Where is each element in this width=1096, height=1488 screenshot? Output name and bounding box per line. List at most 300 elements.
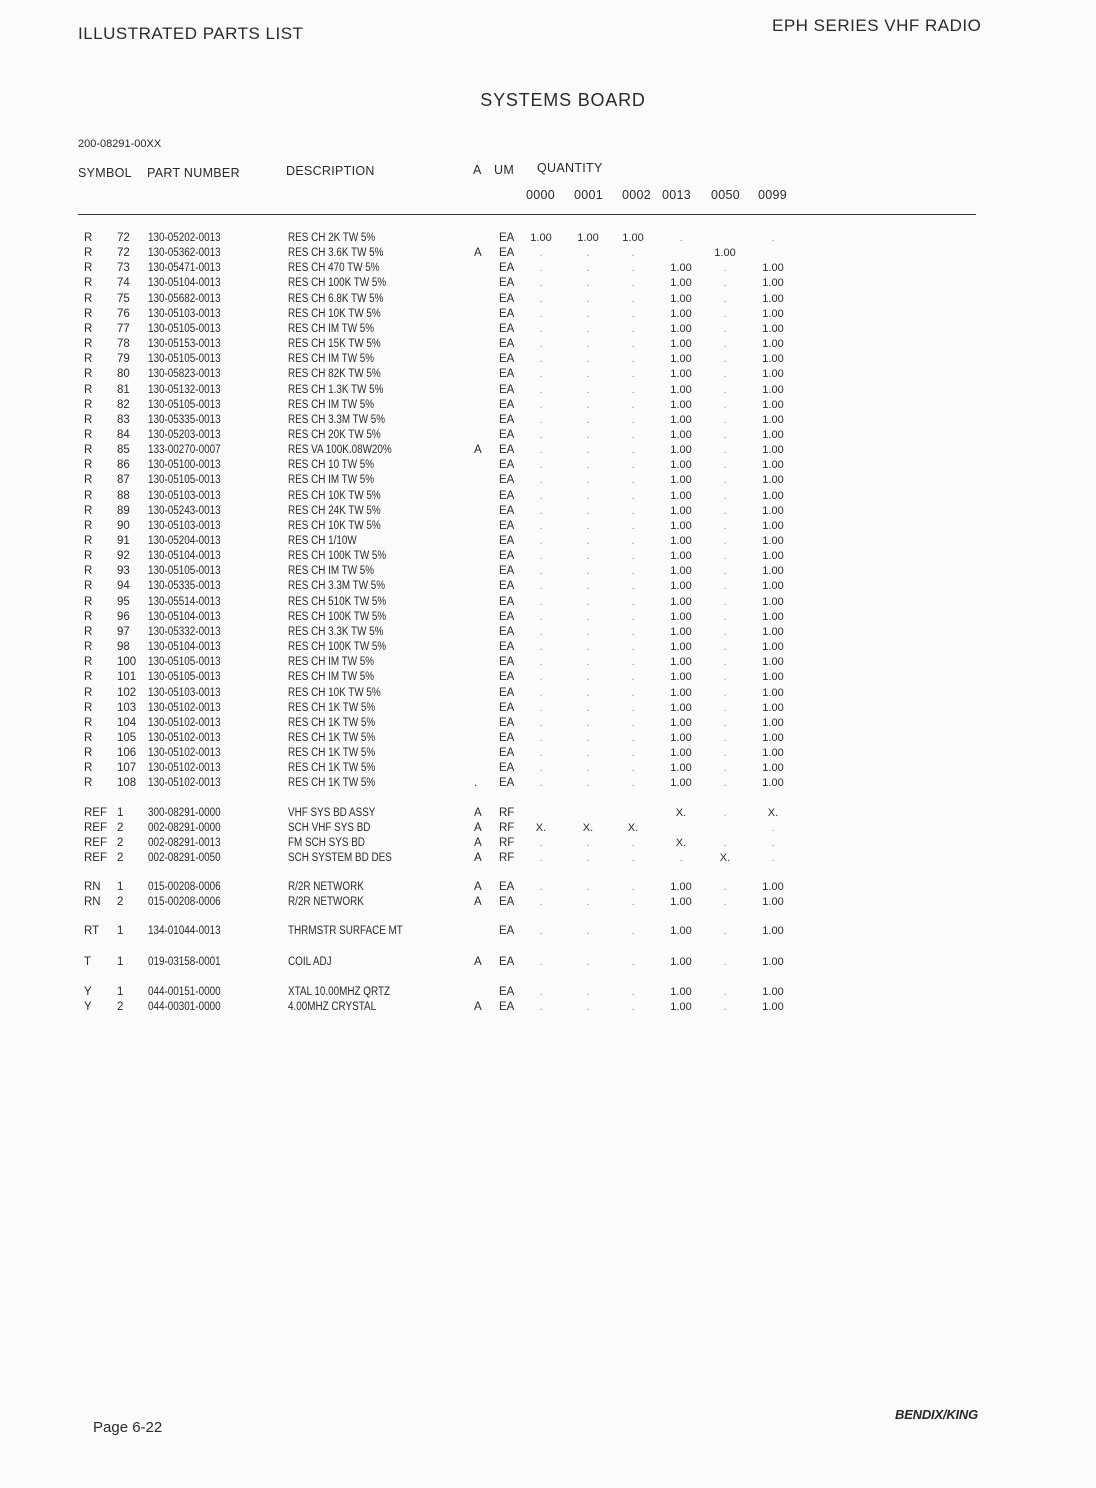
row-unit-of-measure: EA (499, 732, 515, 744)
row-qty-0000: . (539, 353, 543, 365)
row-part-number: 130-05105-0013 (148, 474, 221, 486)
row-part-number: 019-03158-0001 (148, 956, 221, 968)
row-qty-0050: . (723, 656, 727, 668)
row-symbol: R (84, 384, 93, 396)
row-qty-0013: 1.00 (670, 459, 692, 471)
row-qty-0000: X. (535, 822, 547, 834)
row-part-number: 130-05102-0013 (148, 702, 221, 714)
row-symbol: R (84, 596, 93, 608)
row-part-number: 134-01044-0013 (148, 925, 221, 937)
row-qty-0000: . (539, 429, 543, 441)
row-part-number: 130-05682-0013 (148, 293, 221, 305)
row-unit-of-measure: EA (499, 896, 515, 908)
row-symbol-number: 2 (117, 1001, 124, 1013)
row-part-number: 130-05332-0013 (148, 626, 221, 638)
row-qty-0013: 1.00 (670, 535, 692, 547)
row-symbol: R (84, 762, 93, 774)
row-qty-0013: . (679, 232, 683, 244)
row-qty-0050: . (723, 762, 727, 774)
row-part-number: 130-05102-0013 (148, 717, 221, 729)
row-qty-0000: . (539, 1001, 543, 1013)
row-qty-0099: 1.00 (762, 717, 784, 729)
row-unit-of-measure: EA (499, 956, 515, 968)
row-qty-0001: . (586, 414, 590, 426)
row-part-number: 130-05132-0013 (148, 384, 221, 396)
row-symbol-number: 1 (117, 807, 124, 819)
row-symbol-number: 2 (117, 896, 124, 908)
row-part-number: 130-05103-0013 (148, 308, 221, 320)
row-qty-0099: 1.00 (762, 308, 784, 320)
row-description: 4.00MHZ CRYSTAL (288, 1001, 377, 1013)
row-unit-of-measure: EA (499, 444, 515, 456)
row-qty-0002: . (631, 353, 635, 365)
row-qty-0001: . (586, 596, 590, 608)
row-qty-0000: . (539, 762, 543, 774)
row-qty-0050: . (723, 626, 727, 638)
row-qty-0002: . (631, 338, 635, 350)
row-unit-of-measure: RF (499, 822, 515, 834)
row-symbol: R (84, 747, 93, 759)
row-qty-0002: . (631, 837, 635, 849)
row-qty-0050: . (723, 896, 727, 908)
row-part-number: 300-08291-0000 (148, 807, 221, 819)
row-qty-0013: 1.00 (670, 626, 692, 638)
row-part-number: 130-05153-0013 (148, 338, 221, 350)
row-part-number: 130-05335-0013 (148, 580, 221, 592)
row-unit-of-measure: EA (499, 399, 515, 411)
row-unit-of-measure: EA (499, 747, 515, 759)
row-symbol: R (84, 702, 93, 714)
row-symbol-number: 101 (117, 671, 137, 683)
row-qty-0050: . (723, 444, 727, 456)
row-qty-0013: 1.00 (670, 687, 692, 699)
row-qty-0050: . (723, 368, 727, 380)
row-qty-0001: . (586, 717, 590, 729)
row-qty-0001: . (586, 925, 590, 937)
row-qty-0099: 1.00 (762, 762, 784, 774)
row-qty-0000: . (539, 323, 543, 335)
row-unit-of-measure: EA (499, 565, 515, 577)
row-qty-0050: . (723, 262, 727, 274)
page-number: Page 6-22 (93, 1419, 163, 1436)
row-qty-0050: . (723, 565, 727, 577)
row-qty-0000: . (539, 262, 543, 274)
row-qty-0002: . (631, 641, 635, 653)
row-description: RES CH 10 TW 5% (288, 459, 375, 471)
row-qty-0099: 1.00 (762, 399, 784, 411)
row-qty-0001: . (586, 687, 590, 699)
row-qty-0000: . (539, 580, 543, 592)
row-symbol: R (84, 505, 93, 517)
row-unit-of-measure: EA (499, 429, 515, 441)
row-description: RES CH 6.8K TW 5% (288, 293, 384, 305)
row-symbol-number: 73 (117, 262, 130, 274)
row-symbol-number: 1 (117, 881, 124, 893)
row-symbol-number: 76 (117, 308, 130, 320)
row-qty-0001: . (586, 474, 590, 486)
row-qty-0001: . (586, 626, 590, 638)
row-symbol-number: 74 (117, 277, 130, 289)
row-qty-0050: . (723, 732, 727, 744)
row-qty-0000: . (539, 399, 543, 411)
row-qty-0000: . (539, 656, 543, 668)
row-symbol-number: 82 (117, 399, 130, 411)
row-qty-0099: 1.00 (762, 656, 784, 668)
row-description: VHF SYS BD ASSY (288, 807, 376, 819)
row-symbol: R (84, 611, 93, 623)
row-qty-0050: . (723, 308, 727, 320)
row-qty-0013: 1.00 (670, 262, 692, 274)
row-description: RES CH 2K TW 5% (288, 232, 376, 244)
row-qty-0013: 1.00 (670, 656, 692, 668)
row-qty-0099: 1.00 (762, 459, 784, 471)
row-qty-0099: 1.00 (762, 429, 784, 441)
row-qty-0001: . (586, 1001, 590, 1013)
row-symbol: R (84, 626, 93, 638)
row-symbol-number: 98 (117, 641, 130, 653)
row-part-number: 130-05104-0013 (148, 550, 221, 562)
row-qty-0099: 1.00 (762, 641, 784, 653)
row-qty-0000: . (539, 490, 543, 502)
row-qty-0099: . (771, 852, 775, 864)
row-symbol-number: 77 (117, 323, 130, 335)
row-description: RES CH 10K TW 5% (288, 490, 381, 502)
row-qty-0013: 1.00 (670, 881, 692, 893)
row-qty-0001: . (586, 323, 590, 335)
row-symbol: RN (84, 881, 101, 893)
column-header-variant-0099: 0099 (758, 188, 788, 202)
row-unit-of-measure: EA (499, 247, 515, 259)
row-qty-0001: . (586, 262, 590, 274)
row-qty-0002: . (631, 505, 635, 517)
row-qty-0000: . (539, 277, 543, 289)
row-symbol-number: 91 (117, 535, 130, 547)
row-qty-0002: . (631, 368, 635, 380)
row-unit-of-measure: EA (499, 232, 515, 244)
row-symbol-number: 103 (117, 702, 137, 714)
row-qty-0050: . (723, 414, 727, 426)
row-qty-0000: . (539, 550, 543, 562)
row-qty-0001: . (586, 308, 590, 320)
row-unit-of-measure: EA (499, 626, 515, 638)
row-qty-0001: . (586, 459, 590, 471)
row-description: RES CH IM TW 5% (288, 353, 375, 365)
row-part-number: 130-05204-0013 (148, 535, 221, 547)
row-qty-0099: 1.00 (762, 671, 784, 683)
row-a-flag: A (474, 1001, 482, 1013)
row-qty-0002: . (631, 308, 635, 320)
row-description: RES CH 100K TW 5% (288, 641, 387, 653)
row-symbol-number: 87 (117, 474, 130, 486)
row-part-number: 002-08291-0013 (148, 837, 221, 849)
row-qty-0050: . (723, 550, 727, 562)
row-symbol: R (84, 308, 93, 320)
row-qty-0002: . (631, 1001, 635, 1013)
column-header-variant-0050: 0050 (711, 188, 741, 202)
row-symbol: R (84, 580, 93, 592)
row-symbol: R (84, 777, 93, 789)
row-qty-0000: . (539, 596, 543, 608)
brand-logo-text: BENDIX/KING (895, 1407, 979, 1422)
row-description: RES CH 100K TW 5% (288, 277, 387, 289)
row-qty-0099: 1.00 (762, 277, 784, 289)
row-qty-0000: . (539, 247, 543, 259)
row-part-number: 130-05105-0013 (148, 565, 221, 577)
row-a-flag: A (474, 822, 482, 834)
row-description: RES CH 3.3M TW 5% (288, 414, 386, 426)
row-qty-0001: . (586, 293, 590, 305)
row-unit-of-measure: EA (499, 925, 515, 937)
row-qty-0002: . (631, 671, 635, 683)
column-header-a: A (473, 163, 482, 177)
row-qty-0099: 1.00 (762, 368, 784, 380)
row-qty-0002: . (631, 520, 635, 532)
assembly-number: 200-08291-00XX (78, 138, 162, 150)
row-qty-0002: . (631, 247, 635, 259)
row-qty-0000: . (539, 881, 543, 893)
row-symbol: R (84, 429, 93, 441)
row-qty-0001: . (586, 611, 590, 623)
row-unit-of-measure: EA (499, 520, 515, 532)
row-qty-0002: . (631, 611, 635, 623)
row-qty-0002: . (631, 414, 635, 426)
row-description: SCH VHF SYS BD (288, 822, 371, 834)
row-part-number: 130-05105-0013 (148, 323, 221, 335)
row-part-number: 130-05103-0013 (148, 687, 221, 699)
row-unit-of-measure: EA (499, 368, 515, 380)
row-qty-0050: . (723, 777, 727, 789)
row-symbol: R (84, 671, 93, 683)
row-part-number: 130-05102-0013 (148, 762, 221, 774)
row-symbol: RN (84, 896, 101, 908)
row-symbol: R (84, 535, 93, 547)
row-qty-0001: . (586, 338, 590, 350)
row-unit-of-measure: EA (499, 641, 515, 653)
row-qty-0099: 1.00 (762, 702, 784, 714)
column-header-part-number: PART NUMBER (147, 166, 240, 180)
row-qty-0050: . (723, 687, 727, 699)
row-qty-0050: . (723, 702, 727, 714)
row-qty-0013: 1.00 (670, 505, 692, 517)
row-qty-0002: . (631, 444, 635, 456)
row-qty-0000: . (539, 732, 543, 744)
row-a-flag: A (474, 444, 482, 456)
row-symbol-number: 108 (117, 777, 137, 789)
row-symbol: Y (84, 986, 92, 998)
row-symbol: R (84, 732, 93, 744)
row-qty-0000: . (539, 671, 543, 683)
row-unit-of-measure: EA (499, 277, 515, 289)
row-description: RES CH 3.3K TW 5% (288, 626, 384, 638)
row-symbol-number: 93 (117, 565, 130, 577)
row-qty-0099: 1.00 (762, 535, 784, 547)
row-qty-0013: 1.00 (670, 986, 692, 998)
row-qty-0013: X. (675, 807, 687, 819)
row-unit-of-measure: EA (499, 656, 515, 668)
row-symbol: T (84, 956, 92, 968)
row-symbol-number: 88 (117, 490, 130, 502)
row-qty-0050: . (723, 717, 727, 729)
row-description: RES CH IM TW 5% (288, 565, 375, 577)
row-qty-0013: 1.00 (670, 444, 692, 456)
row-qty-0050: . (723, 459, 727, 471)
page-title: SYSTEMS BOARD (480, 90, 646, 110)
row-qty-0099: 1.00 (762, 550, 784, 562)
row-symbol-number: 97 (117, 626, 130, 638)
row-qty-0001: . (586, 852, 590, 864)
row-qty-0001: . (586, 490, 590, 502)
row-qty-0002: . (631, 986, 635, 998)
row-qty-0099: . (771, 837, 775, 849)
row-qty-0013: 1.00 (670, 596, 692, 608)
row-symbol: R (84, 338, 93, 350)
row-qty-0099: 1.00 (762, 580, 784, 592)
row-symbol-number: 84 (117, 429, 130, 441)
row-unit-of-measure: EA (499, 490, 515, 502)
row-part-number: 130-05105-0013 (148, 671, 221, 683)
row-description: RES CH 1K TW 5% (288, 777, 376, 789)
row-unit-of-measure: EA (499, 474, 515, 486)
row-qty-0013: 1.00 (670, 293, 692, 305)
row-part-number: 133-00270-0007 (148, 444, 221, 456)
row-description: RES CH 1.3K TW 5% (288, 384, 384, 396)
row-unit-of-measure: EA (499, 717, 515, 729)
row-symbol-number: 2 (117, 822, 124, 834)
row-qty-0000: . (539, 641, 543, 653)
row-description: R/2R NETWORK (288, 896, 364, 908)
row-part-number: 130-05335-0013 (148, 414, 221, 426)
row-symbol: R (84, 399, 93, 411)
row-qty-0099: 1.00 (762, 490, 784, 502)
row-symbol-number: 96 (117, 611, 130, 623)
row-symbol-number: 1 (117, 986, 124, 998)
row-qty-0050: 1.00 (714, 247, 736, 259)
row-qty-0013: 1.00 (670, 956, 692, 968)
row-a-flag: A (474, 881, 482, 893)
row-part-number: 002-08291-0000 (148, 822, 221, 834)
row-unit-of-measure: EA (499, 262, 515, 274)
row-description: FM SCH SYS BD (288, 837, 365, 849)
row-qty-0000: . (539, 956, 543, 968)
row-symbol-number: 80 (117, 368, 130, 380)
column-header-description: DESCRIPTION (286, 164, 375, 178)
row-symbol-number: 100 (117, 656, 137, 668)
row-part-number: 002-08291-0050 (148, 852, 221, 864)
row-qty-0001: . (586, 353, 590, 365)
row-qty-0001: . (586, 520, 590, 532)
row-qty-0002: . (631, 429, 635, 441)
row-part-number: 130-05102-0013 (148, 777, 221, 789)
row-qty-0000: . (539, 852, 543, 864)
row-symbol-number: 72 (117, 247, 130, 259)
row-qty-0002: . (631, 474, 635, 486)
row-qty-0013: 1.00 (670, 717, 692, 729)
row-part-number: 130-05105-0013 (148, 399, 221, 411)
row-qty-0002: . (631, 626, 635, 638)
row-part-number: 015-00208-0006 (148, 881, 221, 893)
row-symbol-number: 92 (117, 550, 130, 562)
row-qty-0050: . (723, 293, 727, 305)
row-qty-0013: 1.00 (670, 338, 692, 350)
row-qty-0002: . (631, 762, 635, 774)
row-qty-0001: 1.00 (577, 232, 599, 244)
row-qty-0099: 1.00 (762, 777, 784, 789)
row-unit-of-measure: EA (499, 535, 515, 547)
row-symbol-number: 81 (117, 384, 130, 396)
row-description: SCH SYSTEM BD DES (288, 852, 392, 864)
row-qty-0013: 1.00 (670, 1001, 692, 1013)
row-qty-0050: . (723, 535, 727, 547)
row-description: RES CH 470 TW 5% (288, 262, 380, 274)
row-a-flag: A (474, 837, 482, 849)
row-qty-0000: . (539, 777, 543, 789)
row-symbol: R (84, 247, 93, 259)
row-symbol: R (84, 459, 93, 471)
row-qty-0099: 1.00 (762, 353, 784, 365)
row-qty-0050: . (723, 384, 727, 396)
row-qty-0013: 1.00 (670, 429, 692, 441)
row-qty-0001: . (586, 368, 590, 380)
row-qty-0050: . (723, 881, 727, 893)
row-qty-0050: . (723, 747, 727, 759)
row-qty-0013: 1.00 (670, 384, 692, 396)
row-symbol: REF (84, 807, 107, 819)
row-symbol-number: 86 (117, 459, 130, 471)
column-header-variant-0013: 0013 (662, 188, 692, 202)
row-qty-0050: . (723, 837, 727, 849)
row-symbol: R (84, 414, 93, 426)
row-qty-0000: . (539, 896, 543, 908)
row-qty-0001: . (586, 956, 590, 968)
row-qty-0002: . (631, 852, 635, 864)
row-unit-of-measure: EA (499, 596, 515, 608)
row-qty-0002: . (631, 399, 635, 411)
row-description: THRMSTR SURFACE MT (288, 925, 403, 937)
row-part-number: 130-05104-0013 (148, 611, 221, 623)
row-qty-0000: . (539, 535, 543, 547)
row-qty-0099: 1.00 (762, 687, 784, 699)
row-part-number: 130-05202-0013 (148, 232, 221, 244)
row-description: RES CH 82K TW 5% (288, 368, 381, 380)
row-qty-0013: 1.00 (670, 490, 692, 502)
row-part-number: 130-05243-0013 (148, 505, 221, 517)
row-qty-0013: 1.00 (670, 762, 692, 774)
row-qty-0013: 1.00 (670, 702, 692, 714)
row-symbol: R (84, 565, 93, 577)
row-unit-of-measure: EA (499, 459, 515, 471)
row-qty-0000: . (539, 384, 543, 396)
row-part-number: 130-05203-0013 (148, 429, 221, 441)
row-qty-0099: 1.00 (762, 474, 784, 486)
row-symbol: R (84, 641, 93, 653)
row-qty-0001: . (586, 580, 590, 592)
row-symbol-number: 2 (117, 837, 124, 849)
row-description: RES CH IM TW 5% (288, 399, 375, 411)
row-symbol: R (84, 277, 93, 289)
row-qty-0013: 1.00 (670, 308, 692, 320)
row-qty-0001: . (586, 896, 590, 908)
row-symbol-number: 102 (117, 687, 137, 699)
row-qty-0013: 1.00 (670, 671, 692, 683)
row-qty-0002: . (631, 323, 635, 335)
row-qty-0000: . (539, 293, 543, 305)
row-unit-of-measure: EA (499, 338, 515, 350)
row-part-number: 130-05105-0013 (148, 353, 221, 365)
row-qty-0000: . (539, 368, 543, 380)
row-symbol: REF (84, 852, 107, 864)
row-qty-0002: . (631, 925, 635, 937)
row-qty-0013: 1.00 (670, 611, 692, 623)
